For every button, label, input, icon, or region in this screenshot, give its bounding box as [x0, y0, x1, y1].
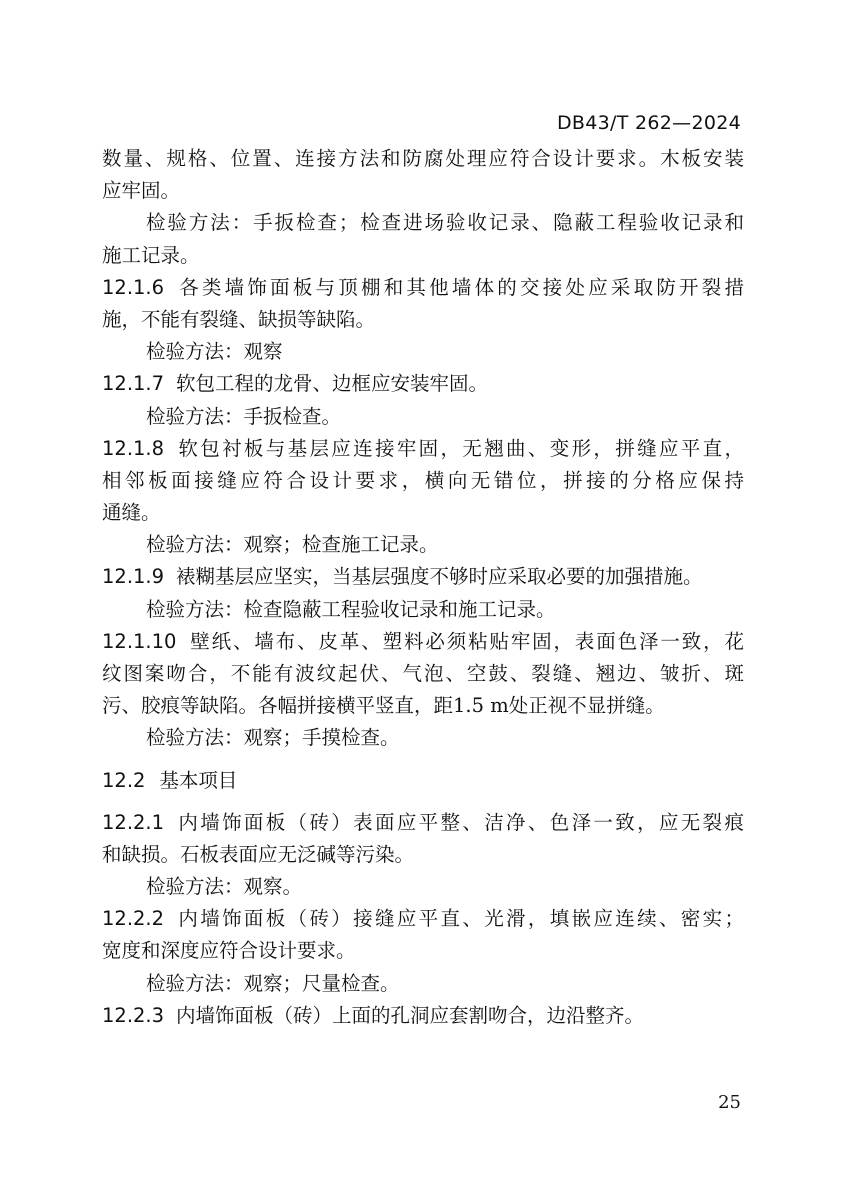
line-text: 检验方法：手扳检查；检查进场验收记录、隐蔽工程验收记录和 — [146, 211, 744, 235]
clause-paragraph — [102, 561, 744, 593]
text-line — [102, 240, 744, 272]
text-line — [102, 401, 744, 433]
inspection-method-paragraph — [102, 871, 744, 903]
text-line — [102, 594, 744, 626]
line-text: 软包衬板与基层应连接牢固，无翘曲、变形，拼缝应平直， — [176, 436, 744, 460]
text-line — [102, 207, 744, 239]
text-line — [102, 368, 744, 400]
text-line — [102, 465, 744, 497]
line-text: 检验方法：观察；尺量检查。 — [146, 971, 400, 995]
text-line — [102, 690, 744, 722]
clause-number: 12.2.2 — [102, 907, 165, 931]
inspection-method-paragraph — [102, 529, 744, 561]
body-paragraph — [102, 143, 744, 207]
clause-paragraph — [102, 1000, 744, 1032]
line-text: 通缝。 — [102, 501, 161, 525]
clause-paragraph — [102, 903, 744, 967]
text-line — [102, 626, 744, 658]
line-text: 和缺损。石板表面应无泛碱等污染。 — [102, 842, 415, 866]
inspection-method-paragraph — [102, 594, 744, 626]
line-text: 内墙饰面板（砖）上面的孔洞应套割吻合，边沿整齐。 — [176, 1003, 645, 1027]
text-line — [102, 935, 744, 967]
line-text: 壁纸、墙布、皮革、塑料必须粘贴牢固，表面色泽一致，花 — [188, 629, 744, 653]
text-line — [102, 175, 744, 207]
line-text: 施，不能有裂缝、缺损等缺陷。 — [102, 307, 376, 331]
text-line — [102, 304, 744, 336]
clause-number: 12.1.7 — [102, 372, 165, 396]
inspection-method-paragraph — [102, 968, 744, 1000]
line-text: 内墙饰面板（砖）表面应平整、洁净、色泽一致，应无裂痕 — [176, 810, 744, 834]
text-line — [102, 529, 744, 561]
line-text: 内墙饰面板（砖）接缝应平直、光滑，填嵌应连续、密实； — [176, 907, 744, 931]
line-text: 检验方法：检查隐蔽工程验收记录和施工记录。 — [146, 597, 556, 621]
text-line — [102, 658, 744, 690]
text-line — [102, 807, 744, 839]
text-line — [102, 839, 744, 871]
clause-paragraph — [102, 368, 744, 400]
section-title: 基本项目 — [159, 768, 238, 792]
line-text: 纹图案吻合，不能有波纹起伏、气泡、空鼓、裂缝、翘边、皱折、斑 — [102, 662, 744, 685]
text-line — [102, 336, 744, 368]
text-line — [102, 1000, 744, 1032]
line-text: 检验方法：观察；手摸检查。 — [146, 726, 400, 750]
text-line — [102, 561, 744, 593]
clause-paragraph — [102, 272, 744, 336]
text-line — [102, 143, 744, 175]
clause-number: 12.1.8 — [102, 436, 165, 460]
line-text: 污、胶痕等缺陷。各幅拼接横平竖直，距1.5 m处正视不显拼缝。 — [102, 694, 665, 718]
page-number: 25 — [718, 1092, 741, 1113]
line-text: 检验方法：观察。 — [146, 874, 303, 898]
clause-paragraph — [102, 433, 744, 530]
line-text: 应牢固。 — [102, 179, 181, 203]
text-line — [102, 497, 744, 529]
text-line — [102, 903, 744, 935]
line-text: 裱糊基层应坚实，当基层强度不够时应采取必要的加强措施。 — [176, 565, 703, 589]
clause-group-12-2 — [102, 807, 744, 1032]
clause-number: 12.1.9 — [102, 565, 165, 589]
clause-number: 12.1.10 — [102, 629, 177, 653]
line-text: 检验方法：观察；检查施工记录。 — [146, 533, 439, 557]
text-line — [102, 433, 744, 465]
clause-group-12-1 — [102, 143, 744, 755]
line-text: 软包工程的龙骨、边框应安装牢固。 — [176, 372, 489, 396]
line-text: 数量、规格、位置、连接方法和防腐处理应符合设计要求。木板安装 — [102, 147, 744, 170]
text-line — [102, 272, 744, 304]
line-text: 检验方法：观察 — [146, 340, 283, 364]
section-number: 12.2 — [102, 768, 146, 792]
section-heading — [102, 765, 744, 797]
clause-number: 12.2.1 — [102, 810, 165, 834]
line-text: 相邻板面接缝应符合设计要求，横向无错位，拼接的分格应保持 — [102, 468, 744, 492]
clause-number: 12.2.3 — [102, 1003, 165, 1027]
inspection-method-paragraph — [102, 336, 744, 368]
line-text: 各类墙饰面板与顶棚和其他墙体的交接处应采取防开裂措 — [176, 275, 744, 299]
clause-paragraph — [102, 626, 744, 723]
line-text: 宽度和深度应符合设计要求。 — [102, 939, 356, 963]
clause-number: 12.1.6 — [102, 275, 165, 299]
clause-paragraph — [102, 807, 744, 871]
line-text: 检验方法：手扳检查。 — [146, 404, 342, 428]
text-line — [102, 722, 744, 754]
text-line — [102, 871, 744, 903]
document-body — [102, 143, 744, 1032]
inspection-method-paragraph — [102, 722, 744, 754]
document-code: DB43/T 262—2024 — [556, 112, 741, 134]
text-line — [102, 968, 744, 1000]
inspection-method-paragraph — [102, 207, 744, 271]
inspection-method-paragraph — [102, 401, 744, 433]
line-text: 施工记录。 — [102, 243, 200, 267]
